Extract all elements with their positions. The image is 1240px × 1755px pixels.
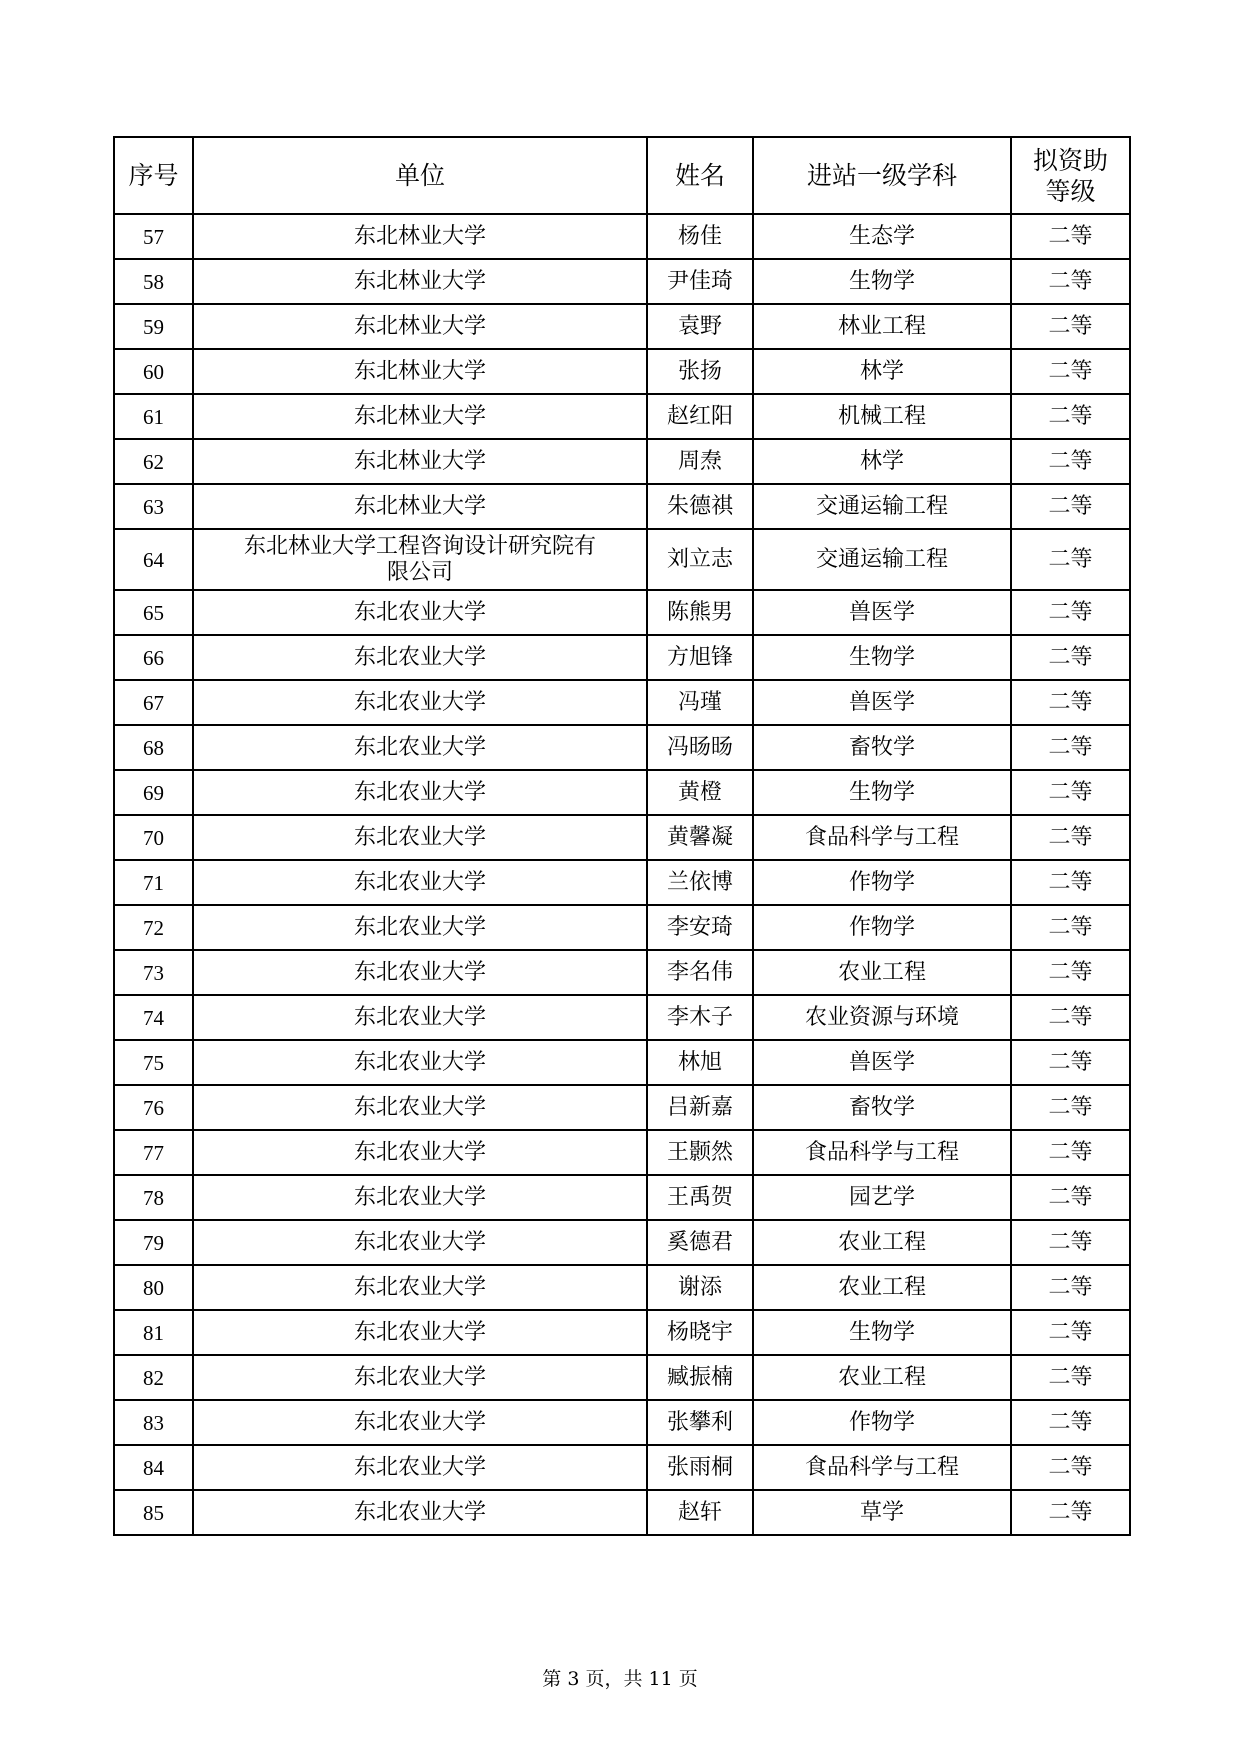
cell-seq: 62 (114, 439, 193, 484)
cell-seq: 76 (114, 1085, 193, 1130)
cell-unit: 东北农业大学 (193, 905, 647, 950)
cell-grade: 二等 (1011, 1490, 1130, 1535)
cell-unit: 东北林业大学 (193, 349, 647, 394)
cell-unit: 东北农业大学 (193, 1310, 647, 1355)
cell-unit: 东北林业大学 (193, 394, 647, 439)
cell-unit: 东北农业大学 (193, 860, 647, 905)
cell-unit: 东北农业大学 (193, 680, 647, 725)
cell-unit: 东北林业大学 (193, 304, 647, 349)
table-row (114, 394, 1130, 439)
cell-discipline: 食品科学与工程 (753, 815, 1011, 860)
cell-seq: 78 (114, 1175, 193, 1220)
cell-seq: 85 (114, 1490, 193, 1535)
table-row (114, 1220, 1130, 1265)
cell-name: 王颢然 (647, 1130, 753, 1175)
cell-grade: 二等 (1011, 770, 1130, 815)
cell-discipline: 农业工程 (753, 1355, 1011, 1400)
cell-grade: 二等 (1011, 680, 1130, 725)
cell-grade: 二等 (1011, 950, 1130, 995)
cell-seq: 82 (114, 1355, 193, 1400)
cell-unit: 东北林业大学 (193, 484, 647, 529)
table-row (114, 529, 1130, 590)
cell-grade: 二等 (1011, 860, 1130, 905)
funding-table (113, 136, 1131, 1536)
cell-name: 赵红阳 (647, 394, 753, 439)
cell-discipline: 园艺学 (753, 1175, 1011, 1220)
cell-discipline: 生物学 (753, 1310, 1011, 1355)
cell-discipline: 作物学 (753, 905, 1011, 950)
cell-seq: 81 (114, 1310, 193, 1355)
cell-unit: 东北农业大学 (193, 1355, 647, 1400)
cell-name: 黄馨凝 (647, 815, 753, 860)
cell-seq: 61 (114, 394, 193, 439)
cell-discipline: 农业工程 (753, 1265, 1011, 1310)
cell-grade: 二等 (1011, 1445, 1130, 1490)
cell-discipline: 农业工程 (753, 1220, 1011, 1265)
cell-unit: 东北林业大学 (193, 439, 647, 484)
table-row (114, 680, 1130, 725)
table-row (114, 439, 1130, 484)
cell-discipline: 草学 (753, 1490, 1011, 1535)
cell-grade: 二等 (1011, 529, 1130, 590)
cell-seq: 70 (114, 815, 193, 860)
cell-grade: 二等 (1011, 214, 1130, 259)
cell-name: 黄橙 (647, 770, 753, 815)
cell-unit: 东北农业大学 (193, 1220, 647, 1265)
cell-unit: 东北农业大学 (193, 1265, 647, 1310)
cell-name: 张扬 (647, 349, 753, 394)
cell-name: 袁野 (647, 304, 753, 349)
table-body (114, 214, 1130, 1535)
table-row (114, 1400, 1130, 1445)
cell-unit: 东北农业大学 (193, 1400, 647, 1445)
cell-grade: 二等 (1011, 1085, 1130, 1130)
cell-discipline: 林业工程 (753, 304, 1011, 349)
cell-seq: 77 (114, 1130, 193, 1175)
cell-unit: 东北农业大学 (193, 725, 647, 770)
table-row (114, 770, 1130, 815)
cell-name: 方旭锋 (647, 635, 753, 680)
cell-seq: 63 (114, 484, 193, 529)
cell-name: 杨晓宇 (647, 1310, 753, 1355)
table-row (114, 349, 1130, 394)
cell-discipline: 畜牧学 (753, 725, 1011, 770)
cell-unit: 东北农业大学 (193, 590, 647, 635)
cell-seq: 59 (114, 304, 193, 349)
cell-grade: 二等 (1011, 304, 1130, 349)
cell-grade: 二等 (1011, 905, 1130, 950)
cell-seq: 68 (114, 725, 193, 770)
cell-grade: 二等 (1011, 349, 1130, 394)
cell-name: 杨佳 (647, 214, 753, 259)
cell-grade: 二等 (1011, 1265, 1130, 1310)
cell-discipline: 生态学 (753, 214, 1011, 259)
table-row (114, 1310, 1130, 1355)
cell-grade: 二等 (1011, 1130, 1130, 1175)
cell-name: 周焘 (647, 439, 753, 484)
cell-discipline: 兽医学 (753, 680, 1011, 725)
cell-name: 张攀利 (647, 1400, 753, 1445)
cell-grade: 二等 (1011, 1400, 1130, 1445)
cell-name: 尹佳琦 (647, 259, 753, 304)
cell-seq: 79 (114, 1220, 193, 1265)
cell-discipline: 农业工程 (753, 950, 1011, 995)
cell-name: 谢添 (647, 1265, 753, 1310)
cell-name: 王禹贺 (647, 1175, 753, 1220)
cell-unit: 东北农业大学 (193, 950, 647, 995)
cell-unit: 东北林业大学 (193, 259, 647, 304)
table-header-row (114, 137, 1130, 214)
cell-unit: 东北农业大学 (193, 1490, 647, 1535)
table-row (114, 1445, 1130, 1490)
cell-discipline: 兽医学 (753, 1040, 1011, 1085)
table-row (114, 304, 1130, 349)
cell-discipline: 交通运输工程 (753, 529, 1011, 590)
cell-unit: 东北林业大学工程咨询设计研究院有限公司 (193, 529, 647, 590)
cell-discipline: 作物学 (753, 1400, 1011, 1445)
cell-name: 张雨桐 (647, 1445, 753, 1490)
cell-grade: 二等 (1011, 1355, 1130, 1400)
cell-seq: 64 (114, 529, 193, 590)
cell-name: 刘立志 (647, 529, 753, 590)
cell-name: 李木子 (647, 995, 753, 1040)
cell-name: 奚德君 (647, 1220, 753, 1265)
cell-seq: 83 (114, 1400, 193, 1445)
header-name: 姓名 (647, 137, 753, 214)
cell-grade: 二等 (1011, 815, 1130, 860)
cell-name: 冯瑾 (647, 680, 753, 725)
cell-discipline: 机械工程 (753, 394, 1011, 439)
cell-discipline: 农业资源与环境 (753, 995, 1011, 1040)
cell-seq: 60 (114, 349, 193, 394)
table-row (114, 590, 1130, 635)
cell-unit: 东北农业大学 (193, 1445, 647, 1490)
cell-grade: 二等 (1011, 995, 1130, 1040)
table-row (114, 484, 1130, 529)
header-grade: 拟资助等级 (1011, 137, 1130, 214)
table-row (114, 860, 1130, 905)
table-row (114, 635, 1130, 680)
cell-discipline: 畜牧学 (753, 1085, 1011, 1130)
cell-seq: 80 (114, 1265, 193, 1310)
table-row (114, 950, 1130, 995)
cell-name: 吕新嘉 (647, 1085, 753, 1130)
cell-unit: 东北农业大学 (193, 995, 647, 1040)
cell-name: 冯旸旸 (647, 725, 753, 770)
cell-grade: 二等 (1011, 590, 1130, 635)
cell-unit: 东北林业大学 (193, 214, 647, 259)
cell-discipline: 兽医学 (753, 590, 1011, 635)
header-seq: 序号 (114, 137, 193, 214)
cell-seq: 84 (114, 1445, 193, 1490)
table-row (114, 995, 1130, 1040)
table-row (114, 725, 1130, 770)
table-row (114, 1175, 1130, 1220)
cell-discipline: 作物学 (753, 860, 1011, 905)
table-row (114, 1040, 1130, 1085)
cell-name: 臧振楠 (647, 1355, 753, 1400)
cell-seq: 73 (114, 950, 193, 995)
table-row (114, 1085, 1130, 1130)
cell-discipline: 生物学 (753, 770, 1011, 815)
cell-name: 赵轩 (647, 1490, 753, 1535)
table-row (114, 1355, 1130, 1400)
cell-seq: 57 (114, 214, 193, 259)
cell-discipline: 交通运输工程 (753, 484, 1011, 529)
cell-name: 兰依博 (647, 860, 753, 905)
cell-unit: 东北农业大学 (193, 635, 647, 680)
table-row (114, 1130, 1130, 1175)
cell-unit: 东北农业大学 (193, 1130, 647, 1175)
cell-seq: 75 (114, 1040, 193, 1085)
cell-seq: 66 (114, 635, 193, 680)
cell-name: 林旭 (647, 1040, 753, 1085)
cell-discipline: 食品科学与工程 (753, 1130, 1011, 1175)
cell-seq: 74 (114, 995, 193, 1040)
table-row (114, 905, 1130, 950)
table-row (114, 259, 1130, 304)
cell-seq: 69 (114, 770, 193, 815)
cell-name: 朱德祺 (647, 484, 753, 529)
cell-seq: 67 (114, 680, 193, 725)
table-row (114, 815, 1130, 860)
cell-grade: 二等 (1011, 1220, 1130, 1265)
cell-grade: 二等 (1011, 1175, 1130, 1220)
cell-unit: 东北农业大学 (193, 815, 647, 860)
table-row (114, 214, 1130, 259)
cell-discipline: 生物学 (753, 635, 1011, 680)
cell-seq: 72 (114, 905, 193, 950)
cell-discipline: 林学 (753, 439, 1011, 484)
cell-discipline: 食品科学与工程 (753, 1445, 1011, 1490)
cell-grade: 二等 (1011, 259, 1130, 304)
page-footer: 第 3 页，共 11 页 (542, 1668, 698, 1690)
header-unit: 单位 (193, 137, 647, 214)
cell-seq: 65 (114, 590, 193, 635)
cell-grade: 二等 (1011, 484, 1130, 529)
cell-grade: 二等 (1011, 725, 1130, 770)
cell-grade: 二等 (1011, 439, 1130, 484)
cell-grade: 二等 (1011, 635, 1130, 680)
cell-discipline: 生物学 (753, 259, 1011, 304)
table-row (114, 1490, 1130, 1535)
cell-unit: 东北农业大学 (193, 1175, 647, 1220)
cell-grade: 二等 (1011, 1310, 1130, 1355)
table-row (114, 1265, 1130, 1310)
cell-seq: 58 (114, 259, 193, 304)
cell-unit: 东北农业大学 (193, 1040, 647, 1085)
cell-grade: 二等 (1011, 394, 1130, 439)
cell-grade: 二等 (1011, 1040, 1130, 1085)
cell-seq: 71 (114, 860, 193, 905)
cell-unit: 东北农业大学 (193, 1085, 647, 1130)
cell-unit: 东北农业大学 (193, 770, 647, 815)
header-discipline: 进站一级学科 (753, 137, 1011, 214)
cell-name: 李安琦 (647, 905, 753, 950)
cell-name: 李名伟 (647, 950, 753, 995)
cell-discipline: 林学 (753, 349, 1011, 394)
cell-name: 陈熊男 (647, 590, 753, 635)
